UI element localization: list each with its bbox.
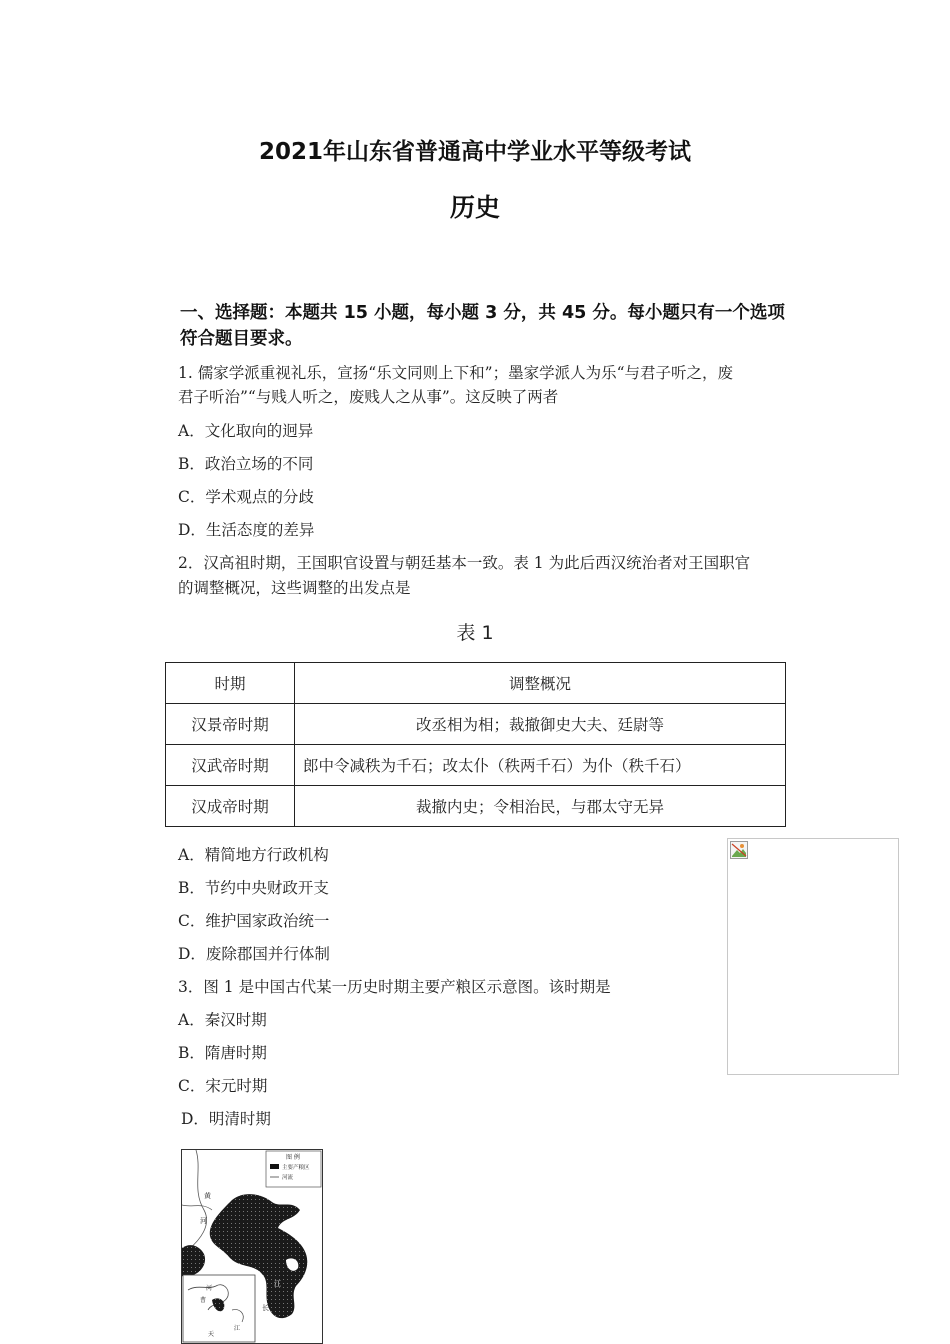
table-cell-period: 汉景帝时期 <box>166 704 295 745</box>
table-cell-period: 汉成帝时期 <box>166 786 295 827</box>
map-drawing <box>182 1150 322 1343</box>
q3-option-b: B．隋唐时期 <box>178 1044 267 1062</box>
map-river-line <box>188 1150 207 1250</box>
q1-option-d: D．生活态度的差异 <box>178 521 315 539</box>
exam-subject: 历史 <box>449 193 500 222</box>
section-heading-line2: 符合题目要求。 <box>180 329 303 349</box>
map-legend-river: 河流 <box>282 1175 294 1181</box>
map-boundary-line <box>182 1205 212 1210</box>
map-label-he2: 河 <box>206 1285 213 1292</box>
map-label-jiang: 江 <box>274 1280 281 1288</box>
map-label-he: 河 <box>200 1217 207 1225</box>
q2-option-c: C．维护国家政治统一 <box>178 912 330 930</box>
q2-option-b: B．节约中央财政开支 <box>178 879 329 897</box>
table-cell-summary: 改丞相为相；裁撤御史大夫、廷尉等 <box>295 704 786 745</box>
map-label-cao: 曹 <box>200 1297 207 1304</box>
table-caption: 表 1 <box>456 622 494 644</box>
grain-region-map <box>181 1149 323 1344</box>
map-label-jiang2: 江 <box>234 1325 241 1332</box>
section-heading <box>180 300 820 352</box>
q1-option-c: C．学术观点的分歧 <box>178 488 314 506</box>
map-legend-grain: 主要产粮区 <box>282 1165 310 1171</box>
map-legend-grain-swatch <box>270 1164 279 1169</box>
table-cell-summary: 裁撤内史；令相治民，与郡太守无异 <box>295 786 786 827</box>
table-cell-period: 汉武帝时期 <box>166 745 295 786</box>
table-cell-summary: 郎中令减秩为千石；改太仆（秩两千石）为仆（秩千石） <box>295 745 786 786</box>
broken-image-placeholder <box>727 838 899 1075</box>
q3-option-a: A．秦汉时期 <box>178 1011 267 1029</box>
q1-option-a: A．文化取向的迥异 <box>178 422 314 440</box>
map-label-tian: 天 <box>208 1331 215 1338</box>
table-row <box>166 704 786 745</box>
q2-stem-line1: 2．汉高祖时期，王国职官设置与朝廷基本一致。表 1 为此后西汉统治者对王国职官 <box>178 554 751 572</box>
table-header-period: 时期 <box>166 663 295 704</box>
q3-stem: 3．图 1 是中国古代某一历史时期主要产粮区示意图。该时期是 <box>178 978 611 996</box>
q1-stem-line2: 君子听治”“与贱人听之，废贱人之从事”。这反映了两者 <box>178 388 559 406</box>
q1-stem-line1: 1. 儒家学派重视礼乐，宣扬“乐文同则上下和”；墨家学派人为乐“与君子听之，废 <box>178 364 733 382</box>
map-label-huang: 黄 <box>204 1192 211 1200</box>
q3-option-d: D．明清时期 <box>181 1110 271 1128</box>
table-row <box>166 745 786 786</box>
map-grain-region-west <box>182 1245 205 1277</box>
section-heading-line1: 一、选择题：本题共 15 小题，每小题 3 分，共 45 分。每小题只有一个选项 <box>180 303 785 323</box>
q2-stem-line2: 的调整概况，这些调整的出发点是 <box>178 579 411 597</box>
q3-option-c: C．宋元时期 <box>178 1077 268 1095</box>
q2-option-d: D．废除郡国并行体制 <box>178 945 330 963</box>
map-legend-title: 图 例 <box>286 1154 300 1161</box>
table-header-summary: 调整概况 <box>295 663 786 704</box>
map-label-chang: 长 <box>262 1304 269 1312</box>
exam-title: 2021年山东省普通高中学业水平等级考试 <box>258 139 691 165</box>
q1-option-b: B．政治立场的不同 <box>178 455 314 473</box>
adjustment-table <box>165 662 786 827</box>
q2-option-a: A．精简地方行政机构 <box>178 846 329 864</box>
table-header-row <box>166 663 786 704</box>
broken-image-icon <box>730 841 748 859</box>
table-row <box>166 786 786 827</box>
